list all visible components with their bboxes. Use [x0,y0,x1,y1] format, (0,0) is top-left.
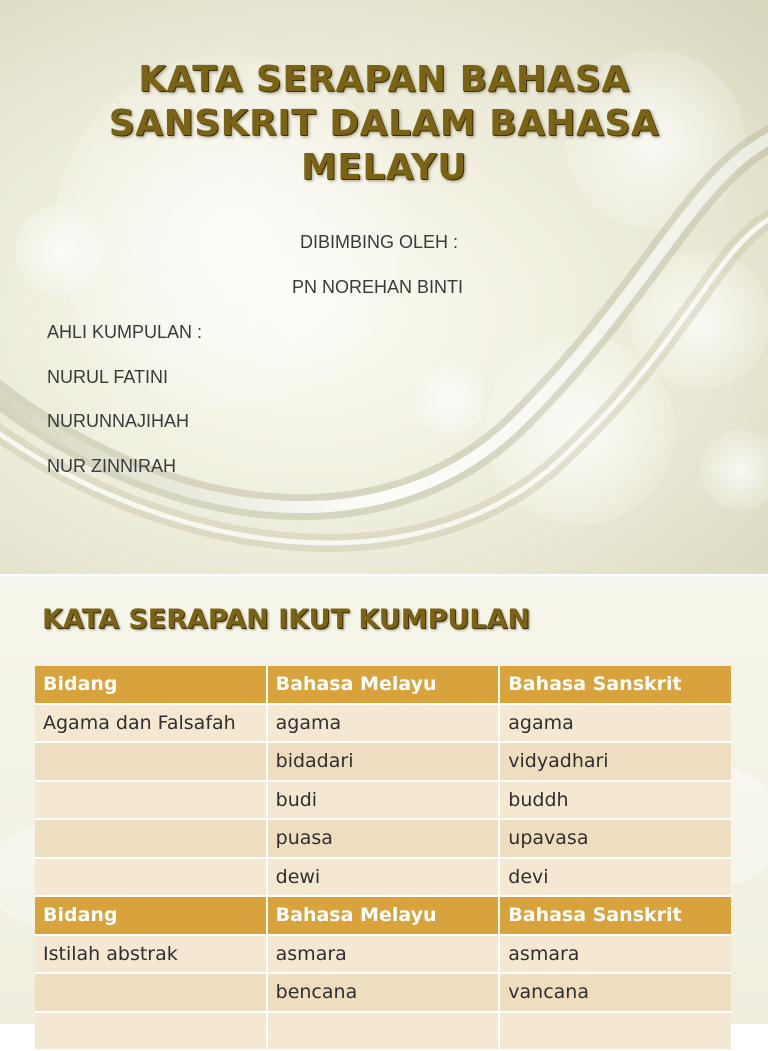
table-cell: agama [267,704,500,743]
table-cell: upavasa [499,819,731,858]
table-cell: agama [499,704,731,743]
header-cell: Bahasa Melayu [267,896,500,935]
header-cell: Bahasa Sanskrit [499,666,731,704]
member-item: NURUNNAJIHAH [47,411,190,431]
table-row [35,973,731,1012]
table-row [35,935,731,974]
table-cell [35,858,267,897]
table-row [35,858,731,897]
table-header-row [35,896,731,935]
header-cell: Bidang [35,896,267,935]
table-row [35,742,731,781]
table-row [35,819,731,858]
header-cell: Bahasa Sanskrit [499,896,731,935]
member-item: NUR ZINNIRAH [47,456,176,476]
table-cell: asmara [499,935,731,974]
table-cell [499,1012,731,1051]
table-cell [267,1012,500,1051]
header-cell: Bahasa Melayu [267,666,500,704]
table-cell: Istilah abstrak [35,935,267,974]
header-cell: Bidang [35,666,267,704]
table-cell: devi [499,858,731,897]
table-cell: puasa [267,819,500,858]
section-title: KATA SERAPAN IKUT KUMPULAN [42,604,531,635]
slide-title [60,58,708,190]
loanword-table [35,666,731,1051]
title-line-1: KATA SERAPAN BAHASA [138,59,630,100]
title-line-3: MELAYU [300,147,468,188]
table-header-row [35,666,731,704]
table-cell [35,1012,267,1051]
table-row [35,704,731,743]
table-cell: dewi [267,858,500,897]
table-cell: vancana [499,973,731,1012]
table-cell: Agama dan Falsafah [35,704,267,743]
table-row [35,1012,731,1051]
supervisor-name: PN NOREHAN BINTI [292,277,464,297]
table-cell: bencana [267,973,500,1012]
table-cell [35,742,267,781]
table-cell [35,819,267,858]
member-item: NURUL FATINI [47,367,169,387]
table-cell: vidyadhari [499,742,731,781]
table-cell: budi [267,781,500,820]
table-cell [35,781,267,820]
table-cell [35,973,267,1012]
supervised-label: DIBIMBING OLEH : [300,232,459,252]
table-row [35,781,731,820]
table-cell: bidadari [267,742,500,781]
table-cell: buddh [499,781,731,820]
title-line-2: SANSKRIT DALAM BAHASA [108,103,660,144]
members-label: AHLI KUMPULAN : [47,322,203,342]
table-cell: asmara [267,935,500,974]
